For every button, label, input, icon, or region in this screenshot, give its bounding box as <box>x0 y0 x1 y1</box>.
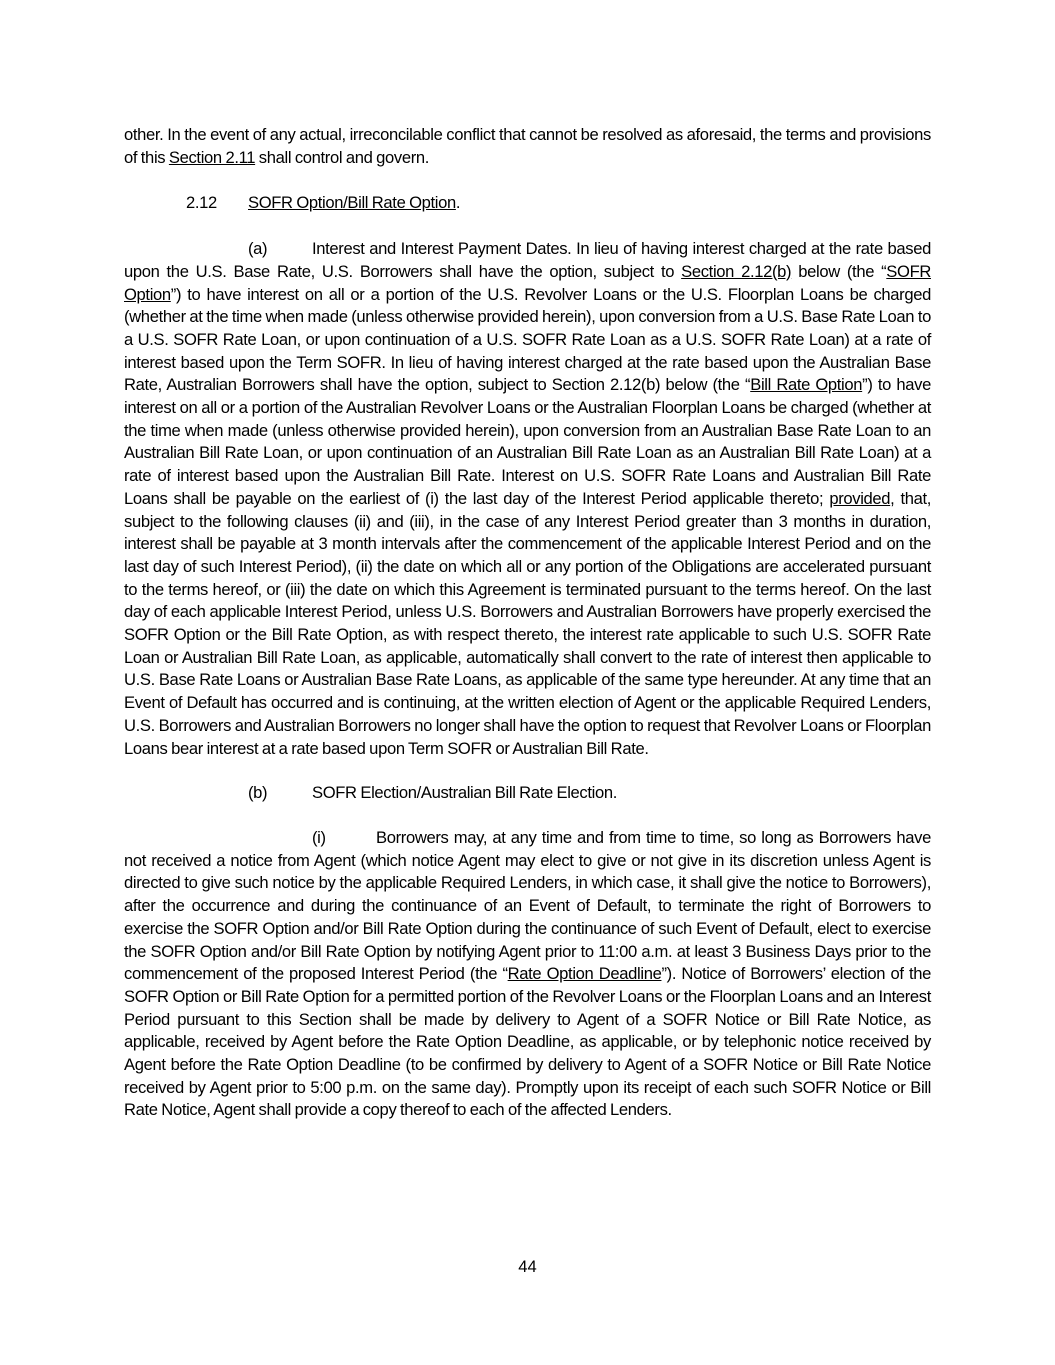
clause-label: (i) <box>312 827 326 847</box>
section-heading <box>124 192 931 215</box>
subsection-a-paragraph <box>124 238 931 760</box>
section-title: SOFR Option/Bill Rate Option <box>248 193 456 213</box>
section-number: 2.12 <box>186 193 217 213</box>
paragraph-text: other. In the event of any actual, irreconcilable conflict that cannot be resolved as aforesaid, the terms and provisions of this <box>124 125 931 167</box>
paragraph-text: Borrowers may, at any time and from time to time, so long as Borrowers have not received a notice from Agent (which notice Agent may elect to give or not give in its discretion unless Agent is directed to give such notice by the applicable Required Lenders, in which case, it shall give the notice to Borrowers), after the occurrence and during the continuance of an Event of Default, to terminate the right of Borrowers to exercise the SOFR Option and/or Bill Rate Option during the continuance of such Event of Default, elect to exercise the SOFR Option and/or Bill Rate Option by notifying Agent prior to 11:00 a.m. at least 3 Business Days prior to the commencement of the proposed Interest Period (the “ <box>124 827 931 984</box>
document-page <box>124 124 931 1122</box>
paragraph-text: ”). Notice of Borrowers’ election of the SOFR Option or Bill Rate Option for a permitted portion of the Revolver Loans or the Floorplan Loans and an Interest Period pursuant to this Section shall be made by delivery to Agent of a SOFR Notice or Bill Rate Notice, as applicable, received by Agent before the Rate Option Deadline, as applicable, or by telephonic notice received by Agent before the Rate Option Deadline (to be confirmed by delivery to Agent of a SOFR Notice or Bill Rate Notice received by Agent prior to 5:00 p.m. on the same day). Promptly upon its receipt of each such SOFR Notice or Bill Rate Notice, Agent shall provide a copy thereof to each of the affected Lenders. <box>124 964 931 1120</box>
section-reference: Section 2.11 <box>168 147 256 167</box>
paragraph-text: ”) to have interest on all or a portion of the Australian Revolver Loans or the Australian Floorplan Loans be charged (whether at the time when made (unless otherwise provided herein), upon conversion from an Australian Base Rate Loan to an Australian Bill Rate Loan, or upon continuation of an Australian Bill Rate Loan as an Australian Bill Rate Loan) at a rate of interest based upon the Australian Bill Rate. Interest on U.S. SOFR Rate Loans and Australian Bill Rate Loans shall be payable on the earliest of (i) the last day of the Interest Period applicable thereto; <box>124 375 931 508</box>
continuation-paragraph <box>124 124 931 169</box>
page-number: 44 <box>518 1257 537 1276</box>
paragraph-text: ”) to have interest on all or a portion of the U.S. Revolver Loans or the U.S. Floorplan Loans be charged (whether at the time when made (unless otherwise provided herein), upon conversion from a U.S. Base Rate Loan to a U.S. SOFR Rate Loan, or upon continuation of a U.S. SOFR Rate Loan as a U.S. SOFR Rate Loan) at a rate of interest based upon the Term SOFR. In lieu of having interest charged at the rate based upon the Australian Base Rate, Australian Borrowers shall have the option, subject to Section 2.12(b) below (the “ <box>124 284 931 395</box>
paragraph-text: shall control and govern. <box>255 147 430 167</box>
defined-term: Rate Option Deadline <box>507 964 662 984</box>
provided-term: provided <box>829 488 891 508</box>
defined-term: Bill Rate Option <box>750 375 863 395</box>
section-title-suffix: . <box>455 193 461 213</box>
paragraph-text: , that, subject to the following clauses (ii) and (iii), in the case of any Interest Period greater than 3 months in duration, interest shall be payable at 3 month intervals after the commencement of the applicable Interest Period and on the last day of such Interest Period), (ii) the date on which all or any portion of the Obligations are accelerated pursuant to the terms hereof, or (iii) the date on which this Agreement is terminated pursuant to the terms hereof. On the last day of each applicable Interest Period, unless U.S. Borrowers and Australian Borrowers have properly exercised the SOFR Option or the Bill Rate Option, as with respect thereto, the interest rate applicable to such U.S. SOFR Rate Loan or Australian Bill Rate Loan, as applicable, automatically shall convert to the rate of interest then applicable to U.S. Base Rate Loans or Australian Base Rate Loans, as applicable of the same type hereunder. At any time that an Event of Default has occurred and is continuing, at the written election of Agent or the applicable Required Lenders, U.S. Borrowers and Australian Borrowers no longer shall have the option to request that Revolver Loans or Floorplan Loans bear interest at a rate based upon Term SOFR or Australian Bill Rate. <box>124 488 931 758</box>
subsection-title: SOFR Election/Australian Bill Rate Election. <box>312 783 617 803</box>
clause-i-paragraph <box>124 827 931 1122</box>
subsection-label: (a) <box>248 239 268 259</box>
section-reference: Section 2.12(b) <box>681 261 792 281</box>
subsection-b-heading <box>124 782 931 805</box>
subsection-label: (b) <box>248 783 268 803</box>
paragraph-text: Interest and Interest Payment Dates. In lieu of having interest charged at the rate based upon the U.S. Base Rate, U.S. Borrowers shall have the option, subject to <box>124 239 931 281</box>
defined-term: SOFR Option <box>124 261 931 304</box>
paragraph-text: below (the “ <box>791 261 887 281</box>
